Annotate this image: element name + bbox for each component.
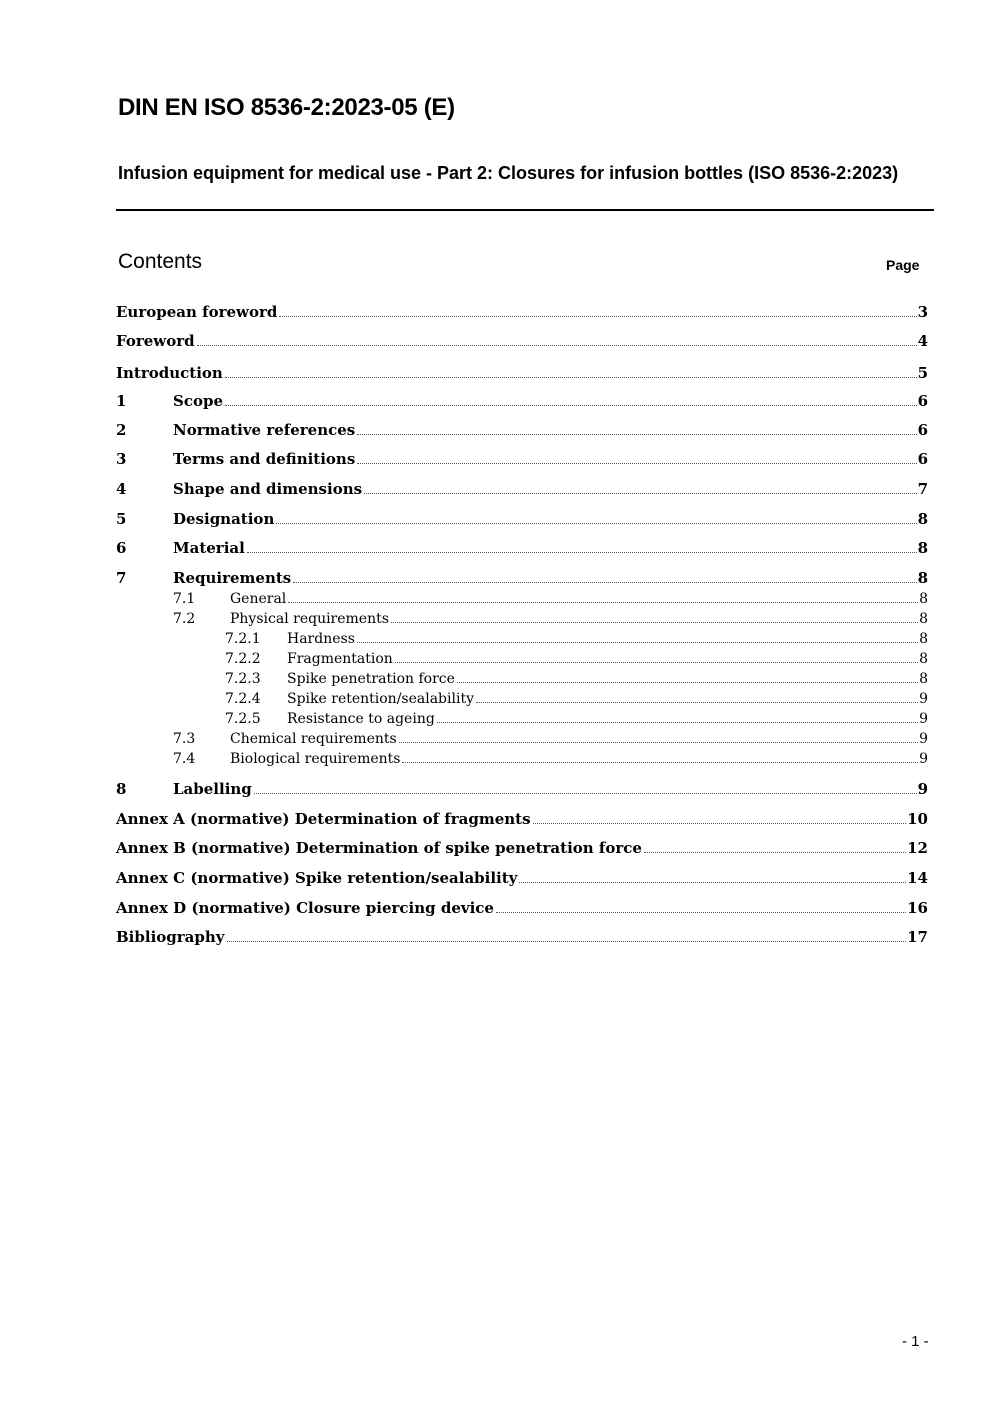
toc-leader-dots (437, 721, 918, 723)
toc-entry-label: Biological requirements (230, 751, 401, 767)
toc-entry-label: Requirements (173, 569, 292, 587)
toc-entry-label: Labelling (173, 780, 252, 798)
document-title: DIN EN ISO 8536-2:2023-05 (E) (118, 94, 455, 121)
toc-entry[interactable] (116, 927, 928, 947)
toc-entry-label: Chemical requirements (230, 731, 397, 747)
toc-leader-dots (391, 621, 918, 623)
toc-entry[interactable] (116, 331, 928, 351)
page-number: - 1 - (902, 1333, 929, 1350)
toc-entry[interactable] (173, 589, 928, 609)
toc-entry[interactable] (225, 709, 928, 729)
toc-entry-page: 5 (917, 364, 928, 382)
toc-entry[interactable] (225, 629, 928, 649)
toc-entry-page: 7 (917, 480, 928, 498)
toc-entry-number: 7.2.5 (225, 711, 261, 727)
toc-entry-number: 7.3 (173, 731, 196, 747)
toc-entry-number: 1 (116, 392, 127, 410)
toc-entry[interactable] (116, 479, 928, 499)
toc-entry-page: 8 (919, 631, 928, 647)
toc-entry-number: 7.2.1 (225, 631, 261, 647)
toc-leader-dots (364, 492, 917, 494)
toc-entry[interactable] (116, 838, 928, 858)
page-column-label: Page (886, 257, 920, 273)
toc-entry-page: 17 (907, 928, 928, 946)
toc-entry-label: Designation (173, 510, 275, 528)
toc-entry-label: Scope (173, 392, 224, 410)
toc-entry-page: 6 (917, 421, 928, 439)
toc-entry-number: 2 (116, 421, 127, 439)
toc-entry-label: Normative references (173, 421, 356, 439)
toc-entry-label: General (230, 591, 287, 607)
toc-entry-label: Terms and definitions (173, 450, 356, 468)
toc-entry-number: 3 (116, 450, 127, 468)
toc-entry-page: 6 (917, 450, 928, 468)
toc-entry-label: Bibliography (116, 928, 225, 946)
toc-leader-dots (288, 601, 918, 603)
toc-entry[interactable] (116, 779, 928, 799)
toc-entry-label: Fragmentation (287, 651, 393, 667)
toc-entry-page: 9 (917, 780, 928, 798)
toc-leader-dots (402, 761, 918, 763)
toc-entry-label: Physical requirements (230, 611, 389, 627)
toc-entry[interactable] (116, 809, 928, 829)
toc-entry-label: European foreword (116, 303, 278, 321)
toc-entry-page: 9 (919, 731, 928, 747)
toc-entry-number: 7.2 (173, 611, 196, 627)
toc-entry-label: Hardness (287, 631, 355, 647)
toc-entry-label: Introduction (116, 364, 223, 382)
toc-entry-number: 7 (116, 569, 127, 587)
toc-entry-label: Material (173, 539, 245, 557)
toc-entry-page: 14 (907, 869, 928, 887)
toc-entry[interactable] (173, 609, 928, 629)
toc-entry-page: 9 (919, 751, 928, 767)
toc-entry-number: 7.1 (173, 591, 196, 607)
toc-leader-dots (225, 404, 917, 406)
toc-entry[interactable] (116, 898, 928, 918)
toc-leader-dots (247, 551, 917, 553)
toc-leader-dots (644, 851, 906, 853)
toc-entry-page: 16 (907, 899, 928, 917)
toc-entry-page: 3 (917, 303, 928, 321)
toc-entry-page: 8 (919, 671, 928, 687)
toc-leader-dots (519, 881, 906, 883)
toc-entry[interactable] (116, 868, 928, 888)
toc-entry-page: 8 (917, 539, 928, 557)
toc-entry-page: 9 (919, 711, 928, 727)
toc-entry[interactable] (116, 449, 928, 469)
toc-entry-number: 7.2.3 (225, 671, 261, 687)
toc-entry-number: 5 (116, 510, 127, 528)
toc-entry-label: Shape and dimensions (173, 480, 363, 498)
document-subtitle: Infusion equipment for medical use - Part 2: Closures for infusion bottles (ISO 8536-2:2023) (118, 163, 899, 183)
toc-entry[interactable] (116, 302, 928, 322)
toc-entry-number: 7.2.4 (225, 691, 261, 707)
table-of-contents (116, 0, 928, 1000)
toc-entry[interactable] (225, 649, 928, 669)
toc-entry-page: 8 (919, 651, 928, 667)
toc-entry-label: Spike retention/sealability (287, 691, 474, 707)
contents-heading: Contents (118, 250, 203, 273)
toc-leader-dots (357, 641, 918, 643)
toc-entry[interactable] (116, 363, 928, 383)
toc-entry-page: 8 (919, 591, 928, 607)
toc-leader-dots (254, 792, 917, 794)
toc-entry-number: 7.2.2 (225, 651, 261, 667)
toc-entry-page: 8 (919, 611, 928, 627)
toc-entry[interactable] (225, 669, 928, 689)
toc-entry-label: Annex D (normative) Closure piercing device (116, 899, 494, 917)
toc-leader-dots (496, 911, 906, 913)
toc-entry[interactable] (173, 749, 928, 769)
toc-leader-dots (225, 376, 917, 378)
toc-leader-dots (357, 433, 916, 435)
toc-entry-label: Foreword (116, 332, 195, 350)
toc-leader-dots (197, 344, 917, 346)
toc-leader-dots (279, 315, 916, 317)
toc-leader-dots (276, 522, 916, 524)
toc-entry[interactable] (225, 689, 928, 709)
toc-entry-label: Spike penetration force (287, 671, 455, 687)
toc-leader-dots (357, 462, 916, 464)
toc-entry[interactable] (116, 509, 928, 529)
toc-leader-dots (476, 701, 918, 703)
toc-leader-dots (399, 741, 918, 743)
toc-leader-dots (457, 681, 918, 683)
toc-leader-dots (533, 822, 907, 824)
toc-entry-label: Annex C (normative) Spike retention/sealability (116, 869, 518, 887)
toc-entry-page: 12 (907, 839, 928, 857)
toc-entry[interactable] (116, 568, 928, 588)
toc-entry-page: 6 (917, 392, 928, 410)
toc-leader-dots (395, 661, 918, 663)
toc-entry[interactable] (116, 391, 928, 411)
toc-entry-number: 8 (116, 780, 127, 798)
toc-entry-number: 6 (116, 539, 127, 557)
toc-entry-label: Annex B (normative) Determination of spike penetration force (116, 839, 642, 857)
toc-entry-page: 10 (907, 810, 928, 828)
toc-entry-page: 9 (919, 691, 928, 707)
toc-entry[interactable] (116, 420, 928, 440)
toc-entry-label: Resistance to ageing (287, 711, 435, 727)
toc-entry-number: 7.4 (173, 751, 196, 767)
toc-leader-dots (293, 581, 916, 583)
toc-leader-dots (227, 940, 907, 942)
toc-entry[interactable] (173, 729, 928, 749)
toc-entry-page: 8 (917, 569, 928, 587)
toc-entry-number: 4 (116, 480, 127, 498)
toc-entry-page: 8 (917, 510, 928, 528)
toc-entry-label: Annex A (normative) Determination of fragments (116, 810, 531, 828)
toc-entry[interactable] (116, 538, 928, 558)
toc-entry-page: 4 (917, 332, 928, 350)
